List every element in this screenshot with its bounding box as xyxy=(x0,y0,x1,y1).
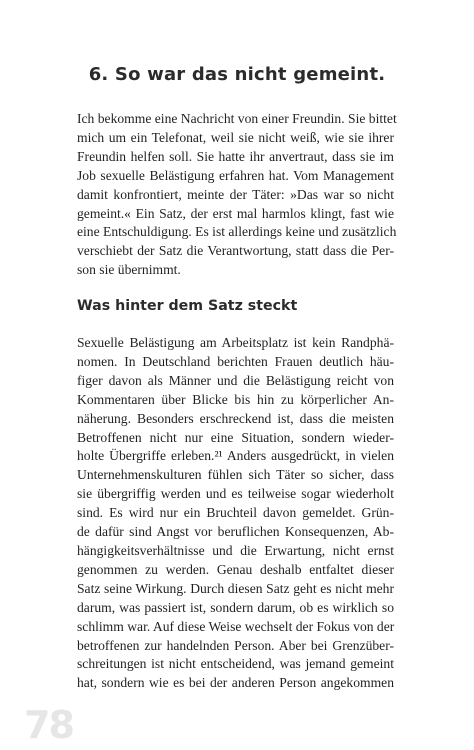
text-line: Freundin helfen soll. Sie hatte ihr anvertraut, dass sie im xyxy=(77,148,394,164)
text-line: Satz seine Wirkung. Durch diesen Satz geht es nicht mehr xyxy=(77,580,394,596)
text-line: figer davon als Männer und die Belästigung reicht von xyxy=(77,372,394,388)
text-line: sind. Es wird nur ein Bruchteil davon gemeldet. Grün- xyxy=(77,505,394,521)
page-number: 78 xyxy=(24,703,73,747)
section-heading: Was hinter dem Satz steckt xyxy=(77,298,298,314)
text-line: Unternehmenskulturen fühlen sich Täter so sicher, dass xyxy=(77,467,394,483)
text-line: hängigkeitsverhältnisse und die Erwartung, nicht ernst xyxy=(77,542,394,558)
text-line: eine Entschuldigung. Es ist allerdings keine und zusätzlich xyxy=(77,224,397,240)
text-line: Kommentaren über Blicke bis hin zu körperlicher An- xyxy=(77,391,394,407)
text-line: Ich bekomme eine Nachricht von einer Freundin. Sie bittet xyxy=(77,111,397,126)
text-line: Job sexuelle Belästigung erfahren hat. Vom Management xyxy=(77,167,394,183)
text-line: gemeint.« Ein Satz, der erst mal harmlos klingt, fast wie xyxy=(77,205,394,221)
text-line: genommen zu werden. Genau deshalb entfaltet dieser xyxy=(77,561,394,577)
text-line: Sexuelle Belästigung am Arbeitsplatz ist kein Randphä- xyxy=(77,335,394,350)
text-line: sie übergriffig werden und es teilweise sogar wiederholt xyxy=(77,486,394,502)
text-line: de dafür sind Angst vor beruflichen Konsequenzen, Ab- xyxy=(77,524,394,540)
chapter-title: 6. So war das nicht gemeint. xyxy=(88,64,386,85)
text-line: näherung. Besonders erschreckend ist, dass die meisten xyxy=(77,410,394,426)
text-line: mich um ein Telefonat, weil sie nicht weiß, wie sie ihrer xyxy=(77,129,394,145)
text-line: schlimm war. Auf diese Weise wechselt der Fokus von der xyxy=(77,618,395,634)
text-line: darum, was passiert ist, sondern darum, ob es wirklich so xyxy=(77,599,394,615)
text-line: betroffenen zur handelnden Person. Aber bei Grenzüber- xyxy=(77,637,394,653)
text-line: verschiebt der Satz die Verantwortung, statt dass die Per- xyxy=(77,243,394,259)
text-line: holte Übergriffe erleben.²¹ Anders ausgedrückt, in vielen xyxy=(77,448,394,464)
intro-paragraph xyxy=(77,110,397,280)
text-line: nomen. In Deutschland berichten Frauen deutlich häu- xyxy=(77,353,394,369)
body-paragraph xyxy=(77,334,394,693)
text-line: damit konfrontiert, meinte der Täter: »Das war so nicht xyxy=(77,186,394,202)
text-line: schreitungen ist nicht entscheidend, was jemand gemeint xyxy=(77,656,394,672)
text-line: Betroffenen nicht nur eine Situation, sondern wieder- xyxy=(77,429,394,445)
text-line: hat, sondern wie es bei der anderen Person angekommen xyxy=(77,675,394,691)
text-line: son sie übernimmt. xyxy=(77,262,181,278)
